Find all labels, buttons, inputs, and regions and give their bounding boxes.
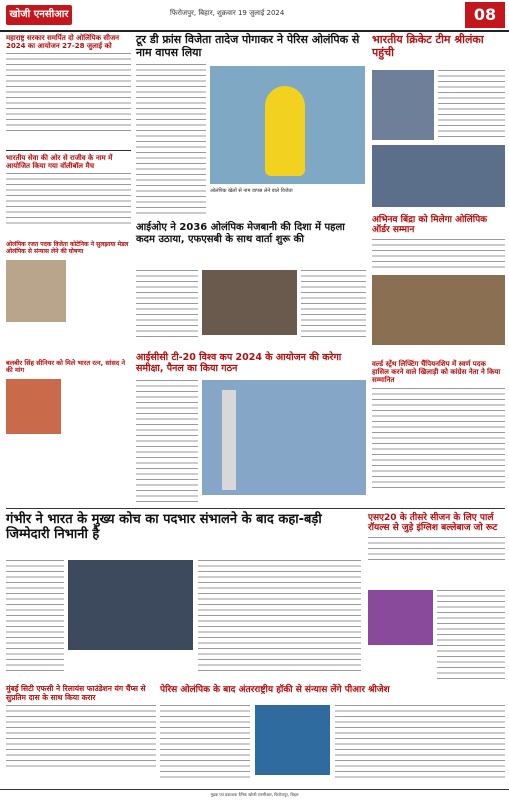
- photo-balbir: [6, 379, 61, 434]
- article-sreejesh: [160, 685, 505, 695]
- body-cricket: [438, 70, 505, 140]
- article-gambhir: [6, 513, 361, 543]
- newspaper-logo: खोजी एनसीआर: [6, 5, 72, 25]
- body-ioa: [136, 270, 198, 340]
- photo-gambhir: [68, 560, 193, 650]
- body-mumbai: [6, 705, 156, 770]
- article-powerlifting: [372, 360, 505, 488]
- body-sethi: [6, 173, 131, 228]
- article-sania: [6, 242, 131, 322]
- headline-mumbai: मुंबई सिटी एफसी ने रिलायंस फाउंडेशन यंग चैंप्स से सुप्रतिम दास के साथ किया करार: [6, 684, 146, 702]
- photo-abhinav: [372, 275, 505, 345]
- section-divider: [6, 508, 505, 509]
- page-number: 08: [465, 2, 505, 28]
- article-mumbai: [6, 685, 156, 770]
- article-ioa: [136, 222, 366, 245]
- body-powerlifting: [372, 388, 505, 488]
- body-tour: [136, 64, 206, 214]
- headline-sa20: एसए20 के तीसरे सीजन के लिए पार्ल रॉयल्स से जुड़े इंग्लिश बल्लेबाज जो रूट: [368, 513, 498, 534]
- photo-ioa: [202, 270, 297, 335]
- body-sreejesh: [160, 705, 250, 780]
- photo-athlete: [6, 260, 66, 322]
- headline-sethi: भारतीय सेवा की ओर से राजीव के नाम में आयोजित किया गया वॉलीबॉल मैच: [6, 154, 113, 171]
- headline-tour: टूर डी फ्रांस विजेता तादेज पोगाकर ने पेरिस ओलंपिक से नाम वापस लिया: [136, 33, 360, 59]
- article-tour: [136, 34, 366, 59]
- body-sreejesh-2: [335, 705, 505, 780]
- photo-sreejesh: [255, 705, 330, 775]
- body-maharashtra: [6, 53, 131, 133]
- divider: [6, 150, 131, 151]
- article-abhinav: [372, 215, 505, 269]
- masthead: [0, 0, 509, 32]
- body-abhinav: [372, 239, 505, 269]
- article-balbir: [6, 360, 131, 434]
- footer-imprint: मुद्रक एवं प्रकाशक दैनिक खोजी एनसीआर, फिरोजपुर, बिहार: [0, 789, 509, 800]
- article-sethi: [6, 154, 131, 228]
- headline-ioa: आईओए ने 2036 ओलंपिक मेजबानी की दिशा में पहला कदम उठाया, एफएसबी के साथ वार्ता शुरू की: [136, 222, 345, 245]
- article-cricket: [372, 34, 505, 59]
- headline-gambhir: गंभीर ने भारत के मुख्य कोच का पदभार संभालने के बाद कहा-बड़ी जिम्मेदारी निभानी है: [6, 512, 322, 542]
- cyclist-figure: [265, 86, 305, 176]
- photo-cyclist: [210, 66, 365, 184]
- body-sa20: [368, 537, 505, 562]
- photo-cricket-1: [372, 70, 434, 140]
- headline-powerlifting: वर्ल्ड स्ट्रेंथ लिफ्टिंग चैंपियनशिप में स्वर्ण पदक हासिल करने वाले खिलाड़ी को कांग्रेस नेता ने किया सम्मानित: [372, 360, 501, 385]
- body-gambhir-2: [198, 560, 361, 675]
- dateline: फिरोजपुर, बिहार, शुक्रवार 19 जुलाई 2024: [170, 9, 285, 17]
- trophy-shape: [222, 390, 236, 490]
- body-ioa-2: [301, 270, 366, 340]
- body-icc: [136, 380, 198, 505]
- photo-root: [368, 590, 433, 645]
- headline-balbir: बलबीर सिंह सीनियर को मिले भारत रत्न, सांसद ने की मांग: [6, 359, 126, 375]
- headline-maharashtra: महाराष्ट्र सरकार समर्पित दो ओलिंपिक सीजन 2024 का आयोजन 27-28 जुलाई को: [6, 34, 120, 51]
- body-gambhir: [6, 560, 64, 675]
- headline-abhinav: अभिनव बिंद्रा को मिलेगा ओलिंपिक ऑर्डर सम्मान: [372, 215, 488, 236]
- headline-sreejesh: पेरिस ओलंपिक के बाद अंतरराष्ट्रीय हॉकी से संन्यास लेंगे पीआर श्रीजेश: [160, 685, 390, 695]
- headline-icc: आईसीसी टी-20 विश्व कप 2024 के आयोजन की करेगा समीक्षा, पैनल का किया गठन: [136, 352, 342, 374]
- caption-tour: ओलंपिक खेलों से नाम वापस लेने वाले विजेता: [210, 188, 293, 194]
- article-icc: [136, 353, 366, 375]
- photo-cricket-team: [372, 145, 505, 207]
- photo-trophy: [202, 380, 366, 495]
- article-maharashtra: [6, 34, 131, 133]
- body-sa20-2: [437, 590, 505, 680]
- headline-cricket: भारतीय क्रिकेट टीम श्रीलंका पहुंची: [372, 33, 484, 59]
- article-sa20: [368, 513, 505, 562]
- headline-sania: ओलंपिक रजत पदक विजेता कोटेनिक ने सुलझाया मेडल ओलंपिक से संन्यास लेने की घोषणा: [6, 241, 129, 255]
